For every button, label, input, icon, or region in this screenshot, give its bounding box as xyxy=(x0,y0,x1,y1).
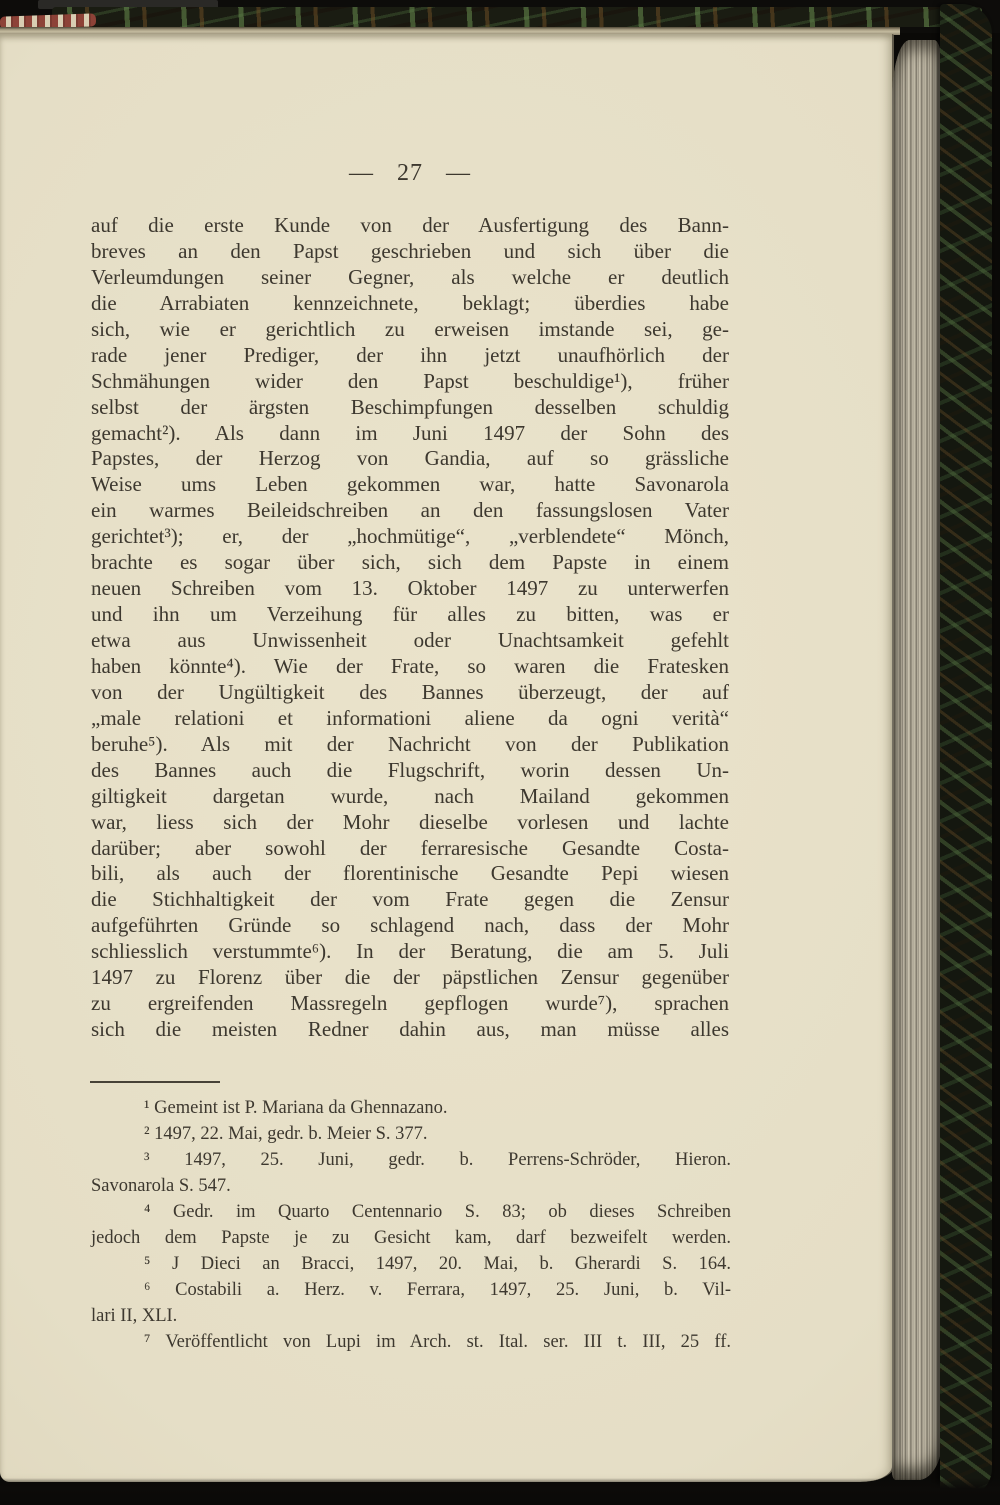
text-line: des Bannes auch die Flugschrift, worin dessen Un- xyxy=(91,757,729,782)
text-line: schliesslich verstummte⁶). In der Beratung, die am 5. Juli xyxy=(91,939,729,964)
text-line: von der Ungültigkeit des Bannes überzeugt, der auf xyxy=(91,679,729,704)
page-fore-edge xyxy=(892,40,942,1480)
text-line: die Stichhaltigkeit der vom Frate gegen die Zensur xyxy=(91,887,729,912)
text-line: rade jener Prediger, der ihn jetzt unaufhörlich der xyxy=(91,342,729,367)
footnote-line: ¹ Gemeint ist P. Mariana da Ghennazano. xyxy=(144,1098,448,1118)
footnote-line: ⁵ J Dieci an Bracci, 1497, 20. Mai, b. Gherardi S. 164. xyxy=(144,1254,731,1274)
book-bottom-shadow xyxy=(0,1478,1000,1505)
footnote-line: ³ 1497, 25. Juni, gedr. b. Perrens-Schröder, Hieron. xyxy=(144,1150,731,1170)
footnotes xyxy=(91,1095,731,1355)
text-line: Verleumdungen seiner Gegner, als welche er deutlich xyxy=(91,264,729,289)
text-line: bili, als auch der florentinische Gesandte Pepi wiesen xyxy=(91,861,729,886)
text-line: Weise ums Leben gekommen war, hatte Savonarola xyxy=(91,472,729,497)
book-cover-edge xyxy=(940,4,992,1498)
text-line: sich die meisten Redner dahin aus, man müsse alles xyxy=(91,1017,729,1042)
text-line: Papstes, der Herzog von Gandia, auf so grässliche xyxy=(91,446,729,471)
text-line: brachte es sogar über sich, sich dem Papste in einem xyxy=(91,550,729,575)
footnote-line: Savonarola S. 547. xyxy=(91,1176,231,1196)
footnote-line: lari II, XLI. xyxy=(91,1306,178,1326)
text-line: etwa aus Unwissenheit oder Unachtsamkeit gefehlt xyxy=(91,628,729,652)
text-line: auf die erste Kunde von der Ausfertigung des Bann- xyxy=(91,213,729,237)
footnote-line: ² 1497, 22. Mai, gedr. b. Meier S. 377. xyxy=(144,1124,428,1144)
footnote-line: ⁷ Veröffentlicht von Lupi im Arch. st. Ital. ser. III t. III, 25 ff. xyxy=(144,1332,731,1352)
text-line: selbst der ärgsten Beschimpfungen desselben schuldig xyxy=(91,394,729,419)
text-line: haben könnte⁴). Wie der Frate, so waren die Fratesken xyxy=(91,653,729,678)
text-line: aufgeführten Gründe so schlagend nach, dass der Mohr xyxy=(91,913,729,938)
footnote-line: jedoch dem Papste je zu Gesicht kam, darf bezweifelt werden. xyxy=(91,1228,731,1248)
text-line: darüber; aber sowohl der ferraresische Gesandte Costa- xyxy=(91,835,729,860)
text-line: gemacht²). Als dann im Juni 1497 der Sohn des xyxy=(91,420,729,445)
text-line: ein warmes Beileidschreiben an den fassungslosen Vater xyxy=(91,498,729,523)
text-line: war, liess sich der Mohr dieselbe vorlesen und lachte xyxy=(91,809,729,834)
text-line: 1497 zu Florenz über die der päpstlichen Zensur gegenüber xyxy=(91,965,729,990)
text-line: sich, wie er gerichtlich zu erweisen imstande sei, ge- xyxy=(91,316,729,341)
text-line: „male relationi et informationi aliene da ogni verità“ xyxy=(91,705,729,730)
book-page xyxy=(0,34,894,1482)
page-number: — 27 — xyxy=(349,160,471,186)
footnote-line: ⁴ Gedr. im Quarto Centennario S. 83; ob dieses Schreiben xyxy=(144,1202,731,1222)
footnote-separator xyxy=(90,1081,220,1083)
page-body-text xyxy=(91,213,729,1043)
marbled-cover-edge-top xyxy=(52,7,982,27)
text-line: und ihn um Verzeihung für alles zu bitten, was er xyxy=(91,602,729,627)
text-line: gerichtet³); er, der „hochmütige“, „verblendete“ Mönch, xyxy=(91,524,729,549)
text-line: beruhe⁵). Als mit der Nachricht von der Publikation xyxy=(91,731,729,756)
text-line: breves an den Papst geschrieben und sich über die xyxy=(91,238,729,263)
footnote-line: ⁶ Costabili a. Herz. v. Ferrara, 1497, 25. Juni, b. Vil- xyxy=(144,1280,731,1300)
text-line: neuen Schreiben vom 13. Oktober 1497 zu unterwerfen xyxy=(91,576,729,601)
text-line: die Arrabiaten kennzeichnete, beklagt; überdies habe xyxy=(91,290,729,315)
text-line: Schmähungen wider den Papst beschuldige¹), früher xyxy=(91,368,729,393)
text-line: zu ergreifenden Massregeln gepflogen wurde⁷), sprachen xyxy=(91,991,729,1016)
text-line: giltigkeit dargetan wurde, nach Mailand gekommen xyxy=(91,783,729,808)
